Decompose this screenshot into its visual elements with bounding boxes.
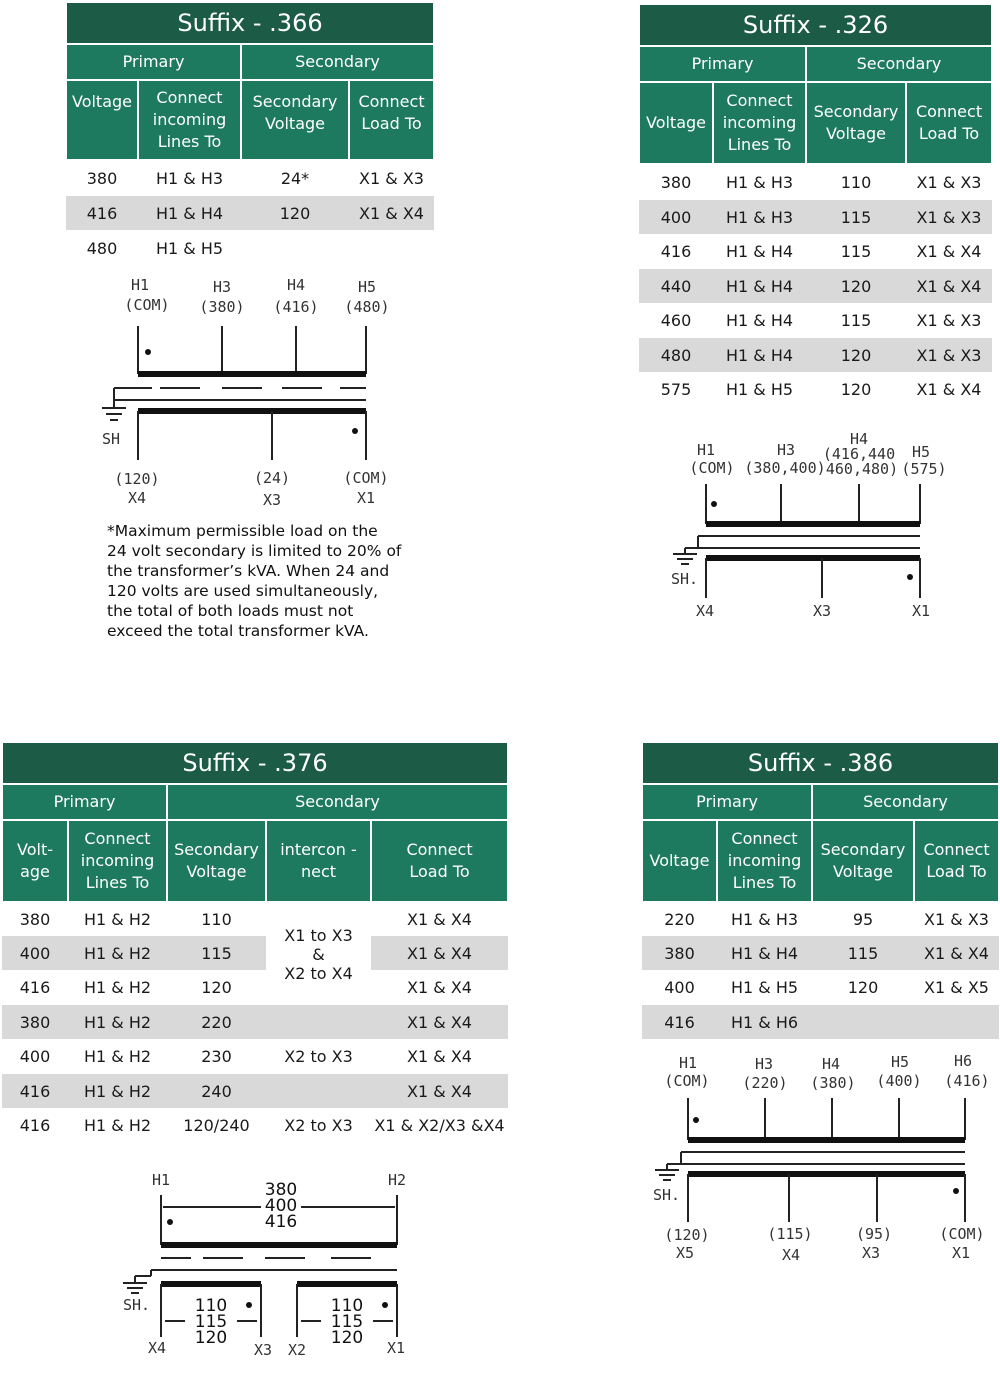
connect-load-header: Connect Load To: [371, 820, 508, 902]
table-title: Suffix - .376: [2, 742, 508, 784]
table-row: 380 H1 & H4 115 X1 & X4: [642, 936, 999, 970]
terminal-h5-sub: (400): [876, 1072, 922, 1090]
shield-label: SH.: [653, 1186, 681, 1204]
table-row: 416 H1 & H4 115 X1 & X4: [660, 242, 982, 261]
secondary-voltage-header: Secondary Voltage: [167, 820, 266, 902]
table-row: 220 H1 & H3 95 X1 & X3: [664, 910, 989, 929]
terminal-h3-label: H3: [776, 441, 796, 459]
primary-header: Primary: [642, 784, 812, 820]
table-row: 380 H1 & H2 110 X1 to X3 & X2 to X4 X1 & X4: [2, 902, 508, 936]
connect-load-header: Connect Load To: [914, 820, 999, 902]
terminal-h3-sub: (380): [199, 298, 245, 316]
terminal-h3-sub: (380,400): [744, 459, 826, 477]
terminal-h4-label: H4: [821, 1055, 841, 1073]
connect-load-header: Connect Load To: [349, 80, 434, 160]
table-row: 480 H1 & H4 120 X1 & X3: [639, 338, 992, 372]
primary-volt-label: 380: [264, 1180, 298, 1200]
terminal-h4-sub: (380): [810, 1074, 856, 1092]
table-row: 575 H1 & H5 120 X1 & X4: [660, 380, 982, 399]
table-row: 416 H1 & H6: [642, 1005, 999, 1039]
terminal-x1-label: X1: [911, 602, 931, 620]
terminal-h4-sub2: 460,480): [825, 460, 899, 478]
secondary-header: Secondary: [167, 784, 508, 820]
table-row: 480 H1 & H5: [86, 238, 224, 258]
terminal-x3-label: X3: [861, 1244, 881, 1262]
secondary-header: Secondary: [806, 46, 992, 82]
table-title: Suffix - .366: [66, 2, 434, 44]
terminal-x4-sub: (115): [767, 1225, 813, 1243]
terminal-x1-label: X1: [386, 1339, 406, 1357]
terminal-x4-label: X4: [127, 489, 147, 507]
footnote: *Maximum permissible load on the 24 volt secondary is limited to 20% of the transformer’s kVA. When 24 and 120 volts are used simultaneously, the total of both loads must not exceed the total transformer kVA.: [107, 522, 402, 640]
table-title: Suffix - .386: [642, 742, 999, 784]
terminal-h1-label: H1: [151, 1171, 171, 1189]
terminal-x1-label: X1: [951, 1244, 971, 1262]
table-row: 416 H1 & H2 120/240 X2 to X3 X1 & X2/X3 &X4: [19, 1116, 505, 1135]
terminal-h3-sub: (220): [742, 1074, 788, 1092]
shield-label: SH: [102, 430, 121, 448]
connect-incoming-header: Connect incoming Lines To: [68, 820, 167, 902]
primary-volt-label: 416: [264, 1212, 298, 1232]
terminal-h1-sub: (COM): [689, 459, 735, 477]
terminal-h3-label: H3: [754, 1055, 774, 1073]
terminal-x4-label: X4: [147, 1339, 167, 1357]
terminal-x5-label: X5: [675, 1244, 695, 1262]
interconnect-cell: X2 to X3: [266, 1005, 371, 1108]
secondary-voltage-header: Secondary Voltage: [806, 82, 906, 164]
interconnect-header: intercon - nect: [266, 820, 371, 902]
voltage-header: Voltage: [642, 820, 717, 902]
secondary-voltage-header: Secondary Voltage: [812, 820, 914, 902]
table-row: 380 H1 & H3 110 X1 & X3: [660, 173, 982, 192]
table-row: 400 H1 & H2 115 X1 & X4: [2, 936, 508, 970]
terminal-h6-label: H6: [953, 1052, 973, 1070]
terminal-h4-label: H4: [286, 276, 306, 294]
terminal-h5-label: H5: [890, 1053, 910, 1071]
secondary-header: Secondary: [812, 784, 999, 820]
terminal-x4-label: X4: [695, 602, 715, 620]
table-row: 380 H1 & H2 220 X2 to X3 X1 & X4: [2, 1005, 508, 1039]
table-row: 440 H1 & H4 120 X1 & X4: [639, 269, 992, 303]
terminal-x1-sub: (COM): [343, 469, 389, 487]
table-376: [1, 741, 507, 1143]
table-row: 400 H1 & H5 120 X1 & X5: [664, 978, 989, 997]
terminal-x3-sub: (95): [855, 1225, 893, 1243]
connect-load-header: Connect Load To: [906, 82, 992, 164]
secondary-volt-label: 110: [194, 1296, 228, 1316]
voltage-header: Voltage: [66, 80, 138, 160]
terminal-h1-sub: (COM): [124, 296, 170, 314]
wiring-diagram-326: [665, 430, 965, 625]
wiring-diagram-386: [645, 1050, 995, 1270]
terminal-h1-label: H1: [130, 276, 150, 294]
secondary-volt-label: 120: [194, 1328, 228, 1348]
primary-header: Primary: [66, 44, 241, 80]
terminal-h5-label: H5: [911, 443, 931, 461]
terminal-h3-label: H3: [212, 278, 232, 296]
table-row: 416 H1 & H4 120 X1 & X4: [66, 196, 434, 230]
shield-label: SH.: [123, 1296, 151, 1314]
interconnect-cell: X1 to X3 & X2 to X4: [266, 902, 371, 1005]
terminal-h5-label: H5: [357, 278, 377, 296]
secondary-volt-label: 115: [330, 1312, 364, 1332]
secondary-volt-label: 120: [330, 1328, 364, 1348]
terminal-h6-sub: (416): [944, 1072, 990, 1090]
secondary-header: Secondary: [241, 44, 434, 80]
terminal-x1-sub: (COM): [939, 1225, 985, 1243]
secondary-volt-label: 115: [194, 1312, 228, 1332]
terminal-h4-sub: (416): [273, 298, 319, 316]
terminal-h4-label: H4: [849, 430, 869, 448]
terminal-x2-label: X2: [287, 1341, 307, 1359]
voltage-header: Volt- age: [2, 820, 68, 902]
secondary-volt-label: 110: [330, 1296, 364, 1316]
connect-incoming-header: Connect incoming Lines To: [717, 820, 812, 902]
terminal-h1-label: H1: [696, 441, 716, 459]
terminal-x4-sub: (120): [114, 470, 160, 488]
primary-header: Primary: [639, 46, 806, 82]
table-row: 400 H1 & H3 115 X1 & X3: [639, 200, 992, 234]
terminal-x3-label: X3: [253, 1341, 273, 1359]
table-row: 416 H1 & H2 120 X1 & X4: [19, 978, 472, 997]
primary-volt-label: 400: [264, 1196, 298, 1216]
connect-incoming-header: Connect incoming Lines To: [713, 82, 806, 164]
table-row: 460 H1 & H4 115 X1 & X3: [660, 311, 982, 330]
table-326: [638, 3, 991, 407]
wiring-diagram-376: [115, 1165, 415, 1365]
table-386: [641, 741, 998, 1039]
table-row: 380 H1 & H3 24* X1 & X3: [86, 169, 424, 188]
terminal-x3-sub: (24): [253, 469, 291, 487]
terminal-x3-label: X3: [262, 491, 282, 509]
terminal-h2-label: H2: [387, 1171, 407, 1189]
terminal-x4-label: X4: [781, 1246, 801, 1264]
terminal-h5-sub: (575): [901, 460, 947, 478]
table-row: 400 H1 & H2 230 X1 & X4: [19, 1047, 472, 1066]
terminal-h1-label: H1: [678, 1054, 698, 1072]
secondary-voltage-header: Secondary Voltage: [241, 80, 349, 160]
table-366: [65, 1, 433, 266]
terminal-x3-label: X3: [812, 602, 832, 620]
shield-label: SH.: [671, 570, 699, 588]
terminal-x5-sub: (120): [664, 1226, 710, 1244]
terminal-h4-sub: (416,440: [822, 445, 896, 463]
wiring-diagram-366: [90, 270, 410, 520]
table-title: Suffix - .326: [639, 4, 992, 46]
terminal-x1-label: X1: [356, 489, 376, 507]
voltage-header: Voltage: [639, 82, 713, 164]
terminal-h1-sub: (COM): [664, 1072, 710, 1090]
primary-header: Primary: [2, 784, 167, 820]
table-row: 416 H1 & H2 240 X1 & X4: [2, 1074, 508, 1108]
terminal-h5-sub: (480): [344, 298, 390, 316]
connect-incoming-header: Connect incoming Lines To: [138, 80, 241, 160]
